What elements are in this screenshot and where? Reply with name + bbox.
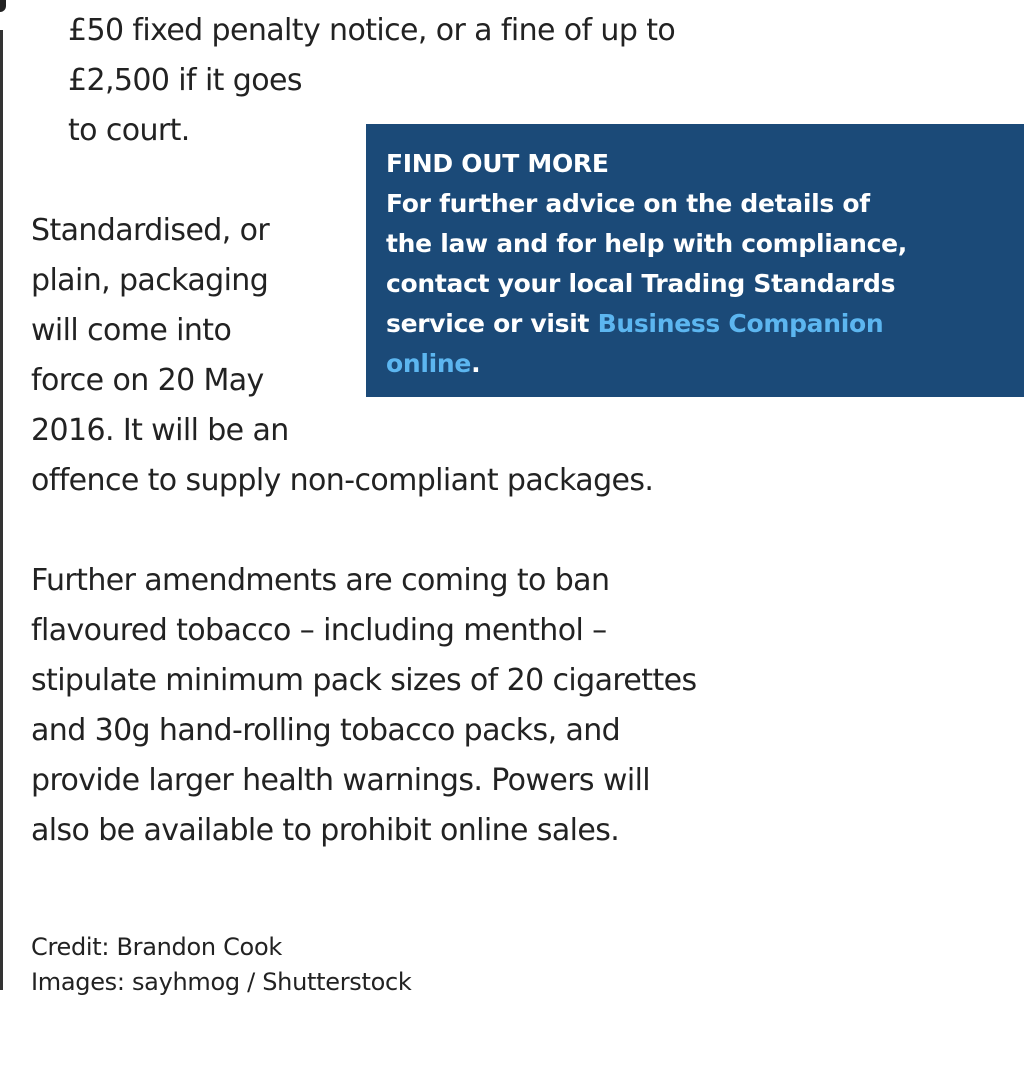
packaging-line-4: force on 20 May	[31, 363, 264, 398]
callout-line-1: For further advice on the details of	[386, 189, 870, 218]
amendments-line-1: Further amendments are coming to ban	[31, 563, 610, 598]
business-companion-link-part-1[interactable]: Business Companion	[597, 309, 884, 338]
callout-line-4	[386, 304, 1006, 344]
amendments-line-2: flavoured tobacco – including menthol –	[31, 613, 607, 648]
intro-line-3: to court.	[68, 113, 190, 148]
packaging-line-5: 2016. It will be an	[31, 413, 289, 448]
callout-trailing-punctuation: .	[471, 349, 481, 378]
callout-visit-text: service or visit	[386, 309, 598, 338]
intro-line-1: £50 fixed penalty notice, or a fine of up to	[68, 13, 676, 48]
callout-line-5	[386, 344, 1006, 384]
left-margin-rule	[0, 30, 3, 990]
credit-line: Credit: Brandon Cook	[31, 933, 282, 961]
amendments-line-4: and 30g hand-rolling tobacco packs, and	[31, 713, 621, 748]
packaging-line-3: will come into	[31, 313, 232, 348]
callout-line-3: contact your local Trading Standards	[386, 269, 896, 298]
business-companion-link-part-2[interactable]: online	[386, 349, 472, 378]
packaging-line-2: plain, packaging	[31, 263, 269, 298]
images-credit-line: Images: sayhmog / Shutterstock	[31, 968, 412, 996]
amendments-line-6: also be available to prohibit online sales.	[31, 813, 620, 848]
callout-line-2: the law and for help with compliance,	[386, 229, 907, 258]
amendments-line-3: stipulate minimum pack sizes of 20 cigarettes	[31, 663, 697, 698]
callout-heading: FIND OUT MORE	[386, 149, 609, 178]
left-margin-rule-cap	[0, 0, 6, 12]
packaging-line-1: Standardised, or	[31, 213, 270, 248]
amendments-line-5: provide larger health warnings. Powers will	[31, 763, 651, 798]
packaging-line-6: offence to supply non-compliant packages.	[31, 463, 654, 498]
find-out-more-callout	[366, 124, 1024, 397]
intro-line-2: £2,500 if it goes	[68, 63, 302, 98]
